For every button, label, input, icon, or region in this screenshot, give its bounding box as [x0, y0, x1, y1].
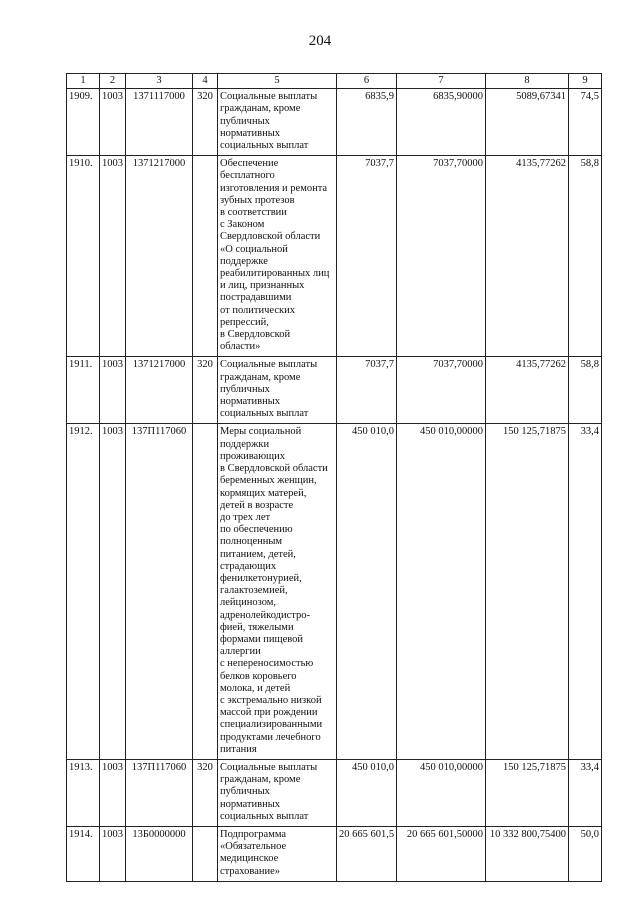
table-row [67, 357, 602, 424]
description-line: от политических [220, 304, 295, 316]
description-line: галактоземией, [220, 585, 288, 597]
actual-amount-cell: 4135,77262 [486, 357, 569, 424]
description-line: пострадавшими [220, 292, 292, 304]
description-line: Социальные выплаты [220, 359, 318, 371]
description-line: публичных [220, 383, 270, 395]
section-code-cell: 1003 [100, 357, 126, 424]
expense-kind-cell [193, 156, 218, 357]
row-number-cell: 1909. [67, 89, 100, 156]
planned-amount-cell: 450 010,0 [337, 424, 397, 759]
description-line: поддержке [220, 255, 268, 267]
column-header: 2 [100, 74, 126, 89]
planned-amount-cell: 20 665 601,5 [337, 826, 397, 881]
expense-kind-cell: 320 [193, 759, 218, 826]
description-line: гражданам, кроме [220, 371, 301, 383]
actual-amount-cell: 150 125,71875 [486, 424, 569, 759]
description-line: фенилкетонурией, [220, 572, 302, 584]
description-line: бесплатного [220, 170, 275, 182]
description-line: Меры социальной [220, 426, 302, 438]
table-row [67, 156, 602, 357]
description-line: Социальные выплаты [220, 91, 318, 103]
description-line: Социальные выплаты [220, 761, 318, 773]
description-line: в Свердловской [220, 329, 291, 341]
planned-amount-cell: 7037,7 [337, 156, 397, 357]
approved-amount-cell: 450 010,00000 [397, 424, 486, 759]
description-line: изготовления и ремонта [220, 182, 328, 194]
column-header: 8 [486, 74, 569, 89]
table-header-row [67, 74, 602, 89]
description-line: в Свердловской области [220, 463, 328, 475]
description-line: нормативных [220, 396, 281, 408]
description-line: «Обязательное [220, 841, 287, 853]
actual-amount-cell: 5089,67341 [486, 89, 569, 156]
description-line: Обеспечение [220, 158, 279, 170]
description-line: поддержки [220, 438, 270, 450]
description-line: беременных женщин, [220, 475, 317, 487]
percent-cell: 50,0 [569, 826, 602, 881]
table-row [67, 759, 602, 826]
description-line: реабилитированных лиц [220, 268, 330, 280]
planned-amount-cell: 7037,7 [337, 357, 397, 424]
description-line: до трех лет [220, 511, 271, 523]
expense-kind-cell: 320 [193, 89, 218, 156]
target-article-cell: 13Б0000000 [126, 826, 193, 881]
description-line: зубных протезов [220, 194, 295, 206]
actual-amount-cell: 4135,77262 [486, 156, 569, 357]
budget-table [66, 73, 602, 882]
description-line: с экстремально низкой [220, 694, 322, 706]
column-header: 4 [193, 74, 218, 89]
column-header: 3 [126, 74, 193, 89]
percent-cell: 58,8 [569, 156, 602, 357]
table-row [67, 424, 602, 759]
description-line: медицинское [220, 853, 279, 865]
percent-cell: 74,5 [569, 89, 602, 156]
description-line: формами пищевой [220, 633, 304, 645]
section-code-cell: 1003 [100, 759, 126, 826]
description-line: области» [220, 341, 261, 353]
description-line: аллергии [220, 646, 261, 658]
description-line: нормативных [220, 127, 281, 139]
target-article-cell: 1371217000 [126, 357, 193, 424]
expense-kind-cell: 320 [193, 357, 218, 424]
actual-amount-cell: 10 332 800,75400 [486, 826, 569, 881]
row-number-cell: 1913. [67, 759, 100, 826]
description-line: продуктами лечебного [220, 731, 321, 743]
actual-amount-cell: 150 125,71875 [486, 759, 569, 826]
description-line: адренолейкодистро- [220, 609, 311, 621]
column-header: 6 [337, 74, 397, 89]
percent-cell: 33,4 [569, 759, 602, 826]
target-article-cell: 1371217000 [126, 156, 193, 357]
description-line: фией, тяжелыми [220, 621, 294, 633]
description-line: Свердловской области [220, 231, 321, 243]
percent-cell: 33,4 [569, 424, 602, 759]
column-header: 1 [67, 74, 100, 89]
description-line: страхование» [220, 865, 281, 877]
section-code-cell: 1003 [100, 89, 126, 156]
section-code-cell: 1003 [100, 156, 126, 357]
column-header: 9 [569, 74, 602, 89]
target-article-cell: 137П117060 [126, 759, 193, 826]
description-line: публичных [220, 786, 270, 798]
row-number-cell: 1912. [67, 424, 100, 759]
description-line: публичных [220, 115, 270, 127]
description-cell [218, 89, 337, 156]
approved-amount-cell: 20 665 601,50000 [397, 826, 486, 881]
description-line: питания [220, 743, 257, 755]
description-cell [218, 759, 337, 826]
description-line: кормящих матерей, [220, 487, 307, 499]
approved-amount-cell: 6835,90000 [397, 89, 486, 156]
description-line: молока, и детей [220, 682, 291, 694]
planned-amount-cell: 6835,9 [337, 89, 397, 156]
description-line: с Законом [220, 219, 265, 231]
section-code-cell: 1003 [100, 424, 126, 759]
description-line: репрессий, [220, 316, 269, 328]
target-article-cell: 1371117000 [126, 89, 193, 156]
expense-kind-cell [193, 424, 218, 759]
table-row [67, 89, 602, 156]
description-line: специализированными [220, 719, 323, 731]
description-line: гражданам, кроме [220, 774, 301, 786]
description-line: Подпрограмма [220, 828, 287, 840]
planned-amount-cell: 450 010,0 [337, 759, 397, 826]
section-code-cell: 1003 [100, 826, 126, 881]
expense-kind-cell [193, 826, 218, 881]
description-line: полноценным [220, 536, 283, 548]
description-line: детей в возрасте [220, 499, 294, 511]
description-line: по обеспечению [220, 524, 293, 536]
description-cell [218, 826, 337, 881]
description-line: в соответствии [220, 207, 287, 219]
column-header: 7 [397, 74, 486, 89]
column-header: 5 [218, 74, 337, 89]
description-line: нормативных [220, 798, 281, 810]
page-number: 204 [308, 33, 332, 49]
description-line: гражданам, кроме [220, 103, 301, 115]
description-line: питанием, детей, [220, 548, 296, 560]
description-line: страдающих [220, 560, 277, 572]
approved-amount-cell: 7037,70000 [397, 156, 486, 357]
description-line: социальных выплат [220, 810, 309, 822]
description-cell [218, 357, 337, 424]
approved-amount-cell: 450 010,00000 [397, 759, 486, 826]
description-line: лейцинозом, [220, 597, 277, 609]
row-number-cell: 1910. [67, 156, 100, 357]
approved-amount-cell: 7037,70000 [397, 357, 486, 424]
description-cell [218, 424, 337, 759]
description-line: и лиц, признанных [220, 280, 305, 292]
row-number-cell: 1911. [67, 357, 100, 424]
description-cell [218, 156, 337, 357]
target-article-cell: 137П117060 [126, 424, 193, 759]
description-line: социальных выплат [220, 140, 309, 152]
percent-cell: 58,8 [569, 357, 602, 424]
description-line: проживающих [220, 450, 286, 462]
table-row [67, 826, 602, 881]
description-line: массой при рождении [220, 707, 318, 719]
description-line: социальных выплат [220, 408, 309, 420]
row-number-cell: 1914. [67, 826, 100, 881]
description-line: «О социальной [220, 243, 288, 255]
description-line: с непереносимостью [220, 658, 314, 670]
description-line: белков коровьего [220, 670, 297, 682]
